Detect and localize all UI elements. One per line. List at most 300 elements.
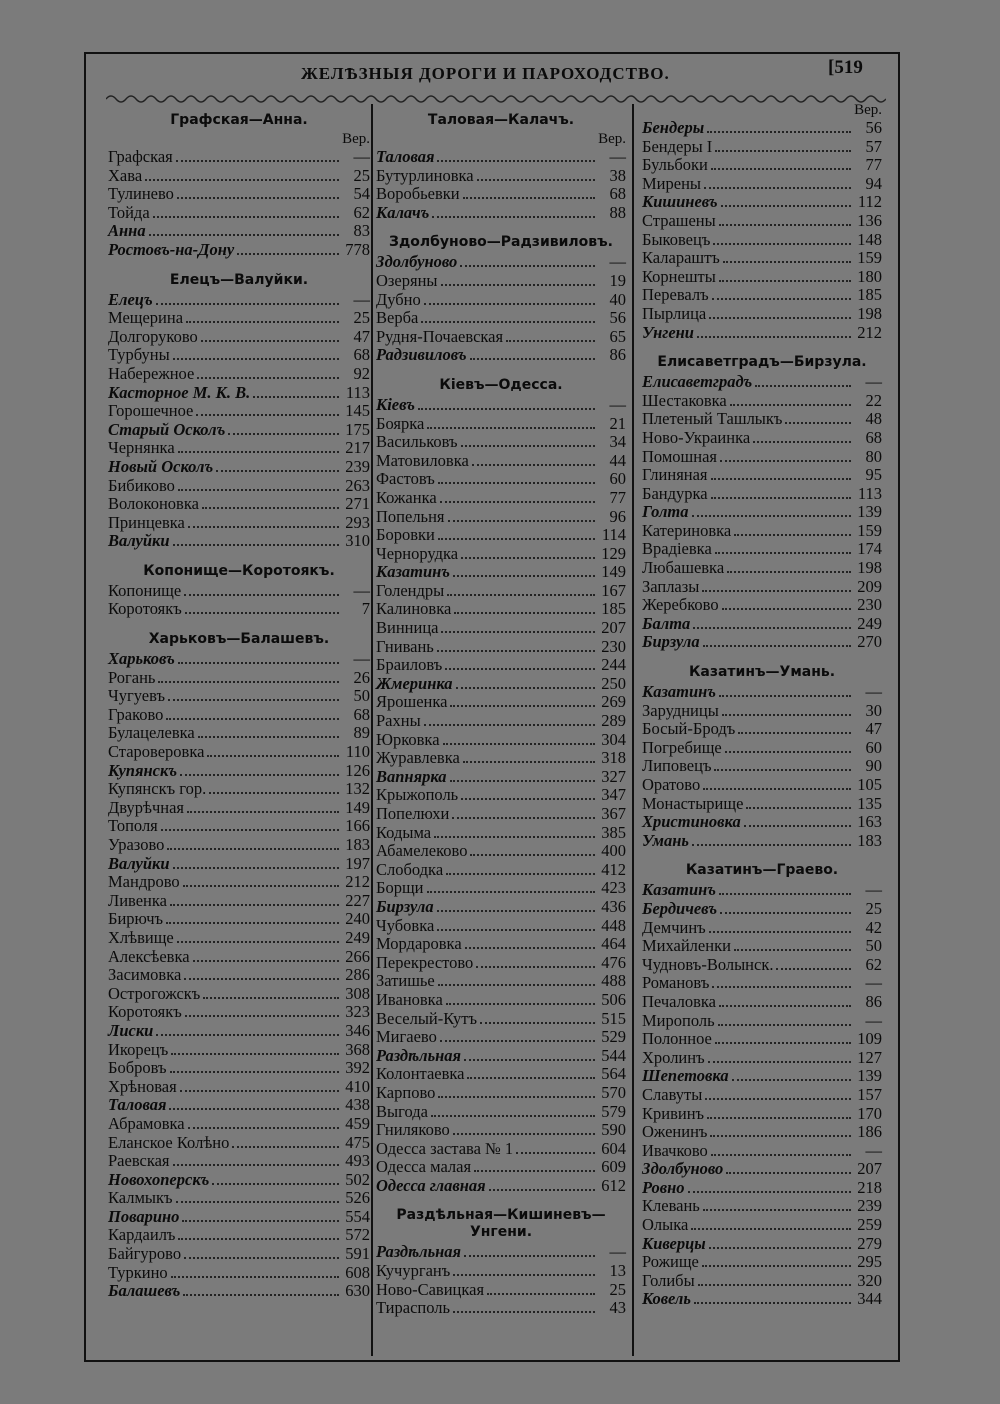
station-row xyxy=(108,1022,370,1041)
distance-versts: 529 xyxy=(601,1027,626,1047)
station-row xyxy=(376,879,626,898)
distance-versts: 198 xyxy=(857,558,882,578)
dot-leader xyxy=(438,1095,595,1098)
distance-versts: 50 xyxy=(353,686,370,706)
station-row xyxy=(642,249,882,268)
station-row xyxy=(642,448,882,467)
station-row xyxy=(642,286,882,305)
station-row xyxy=(642,937,882,956)
distance-versts: 180 xyxy=(857,266,882,286)
distance-versts: 68 xyxy=(353,345,370,365)
station-row xyxy=(376,693,626,712)
route-section xyxy=(642,664,882,850)
station-row xyxy=(376,898,626,917)
distance-versts: — xyxy=(865,1140,882,1160)
dot-leader xyxy=(746,806,851,809)
distance-versts: 148 xyxy=(857,229,882,249)
station-row xyxy=(108,817,370,836)
station-row xyxy=(376,346,626,365)
distance-versts: 26 xyxy=(353,667,370,687)
station-name: Вапнярка xyxy=(376,766,447,786)
station-name: Одесса малая xyxy=(376,1157,472,1177)
station-name: Принцевка xyxy=(108,512,185,532)
dot-leader xyxy=(203,996,339,999)
station-row xyxy=(642,373,882,392)
dot-leader xyxy=(723,260,851,263)
station-name: Выгода xyxy=(376,1101,428,1121)
dot-leader xyxy=(145,178,339,181)
station-row xyxy=(642,392,882,411)
dot-leader xyxy=(453,1310,595,1313)
dot-leader xyxy=(187,810,339,813)
dot-leader xyxy=(489,1188,595,1191)
dot-leader xyxy=(453,1132,595,1135)
station-name: Мигаево xyxy=(376,1027,437,1047)
station-name: Фастовъ xyxy=(376,469,435,489)
route-title: Раздѣльная—Кишиневъ—Унгени. xyxy=(396,1207,606,1241)
dot-leader xyxy=(156,1033,339,1036)
station-name: Врадіевка xyxy=(642,539,712,559)
station-row xyxy=(108,439,370,458)
dot-leader xyxy=(183,1293,339,1296)
route-title: Елисаветградъ—Бирзула. xyxy=(657,354,867,371)
station-row xyxy=(642,1235,882,1254)
dot-leader xyxy=(437,909,595,912)
station-name: Озеряны xyxy=(376,270,438,290)
dot-leader xyxy=(461,444,595,447)
station-row xyxy=(642,212,882,231)
route-section xyxy=(642,862,882,1309)
dot-leader xyxy=(709,930,851,933)
dot-leader xyxy=(453,574,595,577)
distance-versts: 47 xyxy=(865,719,882,739)
station-name: Здолбуново xyxy=(642,1159,724,1179)
dot-leader xyxy=(446,872,595,875)
route-section xyxy=(376,1207,626,1317)
dot-leader xyxy=(209,791,339,794)
station-name: Михайленки xyxy=(642,936,731,956)
dot-leader xyxy=(180,1089,339,1092)
station-name: Шепетовка xyxy=(642,1066,729,1086)
distance-versts: 25 xyxy=(353,308,370,328)
station-name: Бутурлиновка xyxy=(376,165,474,185)
station-name: Пырлица xyxy=(642,303,707,323)
route-section xyxy=(108,272,370,551)
station-row xyxy=(376,1262,626,1281)
dot-leader xyxy=(167,847,339,850)
station-name: Раевская xyxy=(108,1151,170,1171)
dot-leader xyxy=(212,1182,339,1185)
distance-versts: 94 xyxy=(865,173,882,193)
station-row xyxy=(642,720,882,739)
station-name: Катериновка xyxy=(642,520,732,540)
distance-versts: 488 xyxy=(601,971,626,991)
distance-versts: 266 xyxy=(345,946,370,966)
station-name: Хрѣновая xyxy=(108,1076,177,1096)
distance-versts: 385 xyxy=(601,822,626,842)
distance-versts: 86 xyxy=(865,991,882,1011)
distance-versts: 95 xyxy=(865,465,882,485)
station-name: Купянскъ гор. xyxy=(108,779,207,799)
distance-versts: 493 xyxy=(345,1151,370,1171)
distance-versts: 25 xyxy=(865,898,882,918)
dot-leader xyxy=(424,723,595,726)
distance-versts: — xyxy=(353,580,370,600)
station-name: Затишье xyxy=(376,971,435,991)
dot-leader xyxy=(713,242,851,245)
station-row xyxy=(642,615,882,634)
station-row xyxy=(642,683,882,702)
distance-versts: 318 xyxy=(601,748,626,768)
station-row xyxy=(642,193,882,212)
dot-leader xyxy=(452,816,595,819)
distance-versts: 25 xyxy=(353,165,370,185)
dot-leader xyxy=(431,1114,595,1117)
station-name: Набережное xyxy=(108,363,195,383)
station-name: Клевань xyxy=(642,1196,700,1216)
station-name: Попельня xyxy=(376,506,445,526)
station-row xyxy=(376,749,626,768)
dot-leader xyxy=(720,911,851,914)
distance-versts: — xyxy=(609,1242,626,1262)
station-name: Голта xyxy=(642,502,689,522)
station-name: Икорецъ xyxy=(108,1039,169,1059)
distance-versts: 344 xyxy=(857,1289,882,1309)
distance-versts: 139 xyxy=(857,1066,882,1086)
distance-versts: 43 xyxy=(609,1298,626,1318)
station-name: Засимовка xyxy=(108,965,182,985)
distance-versts: 21 xyxy=(609,413,626,433)
dot-leader xyxy=(207,754,339,757)
dot-leader xyxy=(178,1237,339,1240)
station-name: Липовецъ xyxy=(642,756,712,776)
station-row xyxy=(642,1253,882,1272)
station-name: Боровки xyxy=(376,525,435,545)
station-name: Киверцы xyxy=(642,1233,706,1253)
station-row xyxy=(642,429,882,448)
station-row xyxy=(376,675,626,694)
station-row xyxy=(376,1103,626,1122)
distance-versts: 132 xyxy=(345,779,370,799)
distance-versts: 68 xyxy=(609,184,626,204)
distance-versts: — xyxy=(865,372,882,392)
route-title: Кіевъ—Одесса. xyxy=(439,376,563,393)
station-row xyxy=(108,402,370,421)
distance-versts: 227 xyxy=(345,890,370,910)
station-name: Перекрестово xyxy=(376,952,474,972)
dot-leader xyxy=(692,843,851,846)
station-row xyxy=(642,503,882,522)
station-row xyxy=(642,1067,882,1086)
station-row xyxy=(108,1041,370,1060)
station-name: Страшены xyxy=(642,210,716,230)
station-row xyxy=(376,415,626,434)
dot-leader xyxy=(237,252,339,255)
station-name: Славуты xyxy=(642,1084,703,1104)
station-name: Жмеринка xyxy=(376,673,453,693)
station-name: Ярошенка xyxy=(376,692,448,712)
dot-leader xyxy=(464,1058,595,1061)
dot-leader xyxy=(173,866,339,869)
station-name: Унгени xyxy=(642,322,694,342)
distance-versts: 96 xyxy=(609,506,626,526)
dot-leader xyxy=(474,1169,595,1172)
dot-leader xyxy=(184,593,339,596)
dot-leader xyxy=(424,302,595,305)
distance-versts: 526 xyxy=(345,1188,370,1208)
dot-leader xyxy=(694,1301,851,1304)
dot-leader xyxy=(476,965,595,968)
distance-versts: 304 xyxy=(601,729,626,749)
station-row xyxy=(642,813,882,832)
distance-versts: 604 xyxy=(601,1138,626,1158)
station-name: Тополя xyxy=(108,816,158,836)
station-name: Уразово xyxy=(108,835,165,854)
station-name: Радзивиловъ xyxy=(376,345,467,365)
distance-versts: 92 xyxy=(353,363,370,383)
dot-leader xyxy=(161,828,339,831)
station-name: Юрковка xyxy=(376,729,440,749)
dot-leader xyxy=(464,1254,595,1257)
station-row xyxy=(642,138,882,157)
dot-leader xyxy=(461,797,595,800)
station-name: Корнешты xyxy=(642,266,716,286)
versts-header: Вер. xyxy=(342,131,370,147)
route-title: Копонище—Коротоякъ. xyxy=(143,562,335,579)
station-row xyxy=(376,768,626,787)
station-row xyxy=(642,1086,882,1105)
station-name: Ивановка xyxy=(376,989,443,1009)
station-row xyxy=(108,1152,370,1171)
dot-leader xyxy=(453,1273,595,1276)
dot-leader xyxy=(470,357,595,360)
station-name: Ново-Савицкая xyxy=(376,1279,485,1299)
station-row xyxy=(376,991,626,1010)
dot-leader xyxy=(176,1200,339,1203)
dot-leader xyxy=(178,488,339,491)
dot-leader xyxy=(704,186,851,189)
station-row xyxy=(376,272,626,291)
dot-leader xyxy=(734,948,851,951)
dot-leader xyxy=(722,713,851,716)
distance-versts: 612 xyxy=(601,1175,626,1195)
distance-versts: 88 xyxy=(609,202,626,222)
dot-leader xyxy=(438,983,595,986)
station-row xyxy=(108,421,370,440)
route-section xyxy=(642,102,882,342)
station-name: Слободка xyxy=(376,859,444,879)
station-row xyxy=(376,786,626,805)
distance-versts: 464 xyxy=(601,934,626,954)
station-name: Кривинъ xyxy=(642,1103,705,1123)
station-name: Бирзула xyxy=(376,896,434,916)
dot-leader xyxy=(712,297,851,300)
station-name: Бердичевъ xyxy=(642,898,718,918)
station-name: Браиловъ xyxy=(376,655,443,675)
station-row xyxy=(642,540,882,559)
station-row xyxy=(642,993,882,1012)
station-row xyxy=(108,185,370,204)
station-name: Кожанка xyxy=(376,487,437,507)
station-name: Матовиловка xyxy=(376,450,469,470)
distance-versts: 25 xyxy=(609,1279,626,1299)
dot-leader xyxy=(185,1014,339,1017)
route-section xyxy=(108,563,370,619)
station-row xyxy=(108,241,370,260)
station-name: Олыка xyxy=(642,1215,689,1235)
station-name: Колонтаевка xyxy=(376,1064,465,1084)
distance-versts: 230 xyxy=(857,595,882,615)
column-divider xyxy=(632,104,634,1356)
distance-versts: 630 xyxy=(345,1281,370,1301)
station-name: Заплазы xyxy=(642,576,700,596)
dot-leader xyxy=(440,1039,595,1042)
dot-leader xyxy=(171,1275,339,1278)
station-name: Новый Осколъ xyxy=(108,456,214,476)
distance-versts: 286 xyxy=(345,965,370,985)
station-row xyxy=(642,119,882,138)
station-row xyxy=(108,148,370,167)
distance-versts: 476 xyxy=(601,952,626,972)
station-row xyxy=(376,396,626,415)
station-row xyxy=(108,1115,370,1134)
station-row xyxy=(376,731,626,750)
station-row xyxy=(642,305,882,324)
dot-leader xyxy=(450,704,595,707)
station-name: Касторное М. К. В. xyxy=(108,382,251,402)
station-row xyxy=(376,545,626,564)
dot-leader xyxy=(437,649,595,652)
station-row xyxy=(642,578,882,597)
station-name: Валуйки xyxy=(108,531,170,551)
distance-versts: 239 xyxy=(345,456,370,476)
distance-versts: 438 xyxy=(345,1095,370,1115)
station-name: Таловая xyxy=(376,147,435,166)
distance-versts: 114 xyxy=(601,525,626,545)
station-name: Тулинево xyxy=(108,184,174,204)
route-section xyxy=(376,234,626,365)
station-row xyxy=(642,974,882,993)
station-name: Рожище xyxy=(642,1252,699,1272)
dot-leader xyxy=(702,1264,851,1267)
distance-versts: 77 xyxy=(865,155,882,175)
dot-leader xyxy=(178,450,339,453)
station-name: Хава xyxy=(108,165,143,185)
station-row xyxy=(642,900,882,919)
route-title: Здолбуново—Радзивиловъ. xyxy=(389,234,613,251)
distance-versts: 263 xyxy=(345,475,370,495)
dot-leader xyxy=(438,537,595,540)
dot-leader xyxy=(253,395,339,398)
dot-leader xyxy=(755,384,851,387)
distance-versts: 230 xyxy=(601,636,626,656)
distance-versts: 139 xyxy=(857,502,882,522)
dot-leader xyxy=(441,283,595,286)
distance-versts: 197 xyxy=(345,853,370,873)
station-name: Васильковъ xyxy=(376,432,458,452)
distance-versts: 47 xyxy=(353,326,370,346)
dot-leader xyxy=(188,1126,339,1129)
dot-leader xyxy=(702,589,851,592)
station-name: Борщи xyxy=(376,878,424,898)
station-name: Казатинъ xyxy=(376,562,450,582)
distance-versts: 57 xyxy=(865,136,882,156)
distance-versts: 159 xyxy=(857,248,882,268)
station-row xyxy=(376,656,626,675)
distance-versts: 145 xyxy=(345,401,370,421)
dot-leader xyxy=(708,1060,851,1063)
dot-leader xyxy=(721,204,851,207)
dot-leader xyxy=(188,525,339,528)
dot-leader xyxy=(776,967,851,970)
column-3 xyxy=(642,100,882,1355)
dot-leader xyxy=(184,977,339,980)
station-row xyxy=(642,702,882,721)
dot-leader xyxy=(183,884,339,887)
station-name: Коротоякъ xyxy=(108,599,182,619)
dot-leader xyxy=(470,853,595,856)
station-name: Помошная xyxy=(642,446,717,466)
station-row xyxy=(642,1105,882,1124)
dot-leader xyxy=(443,742,595,745)
dot-leader xyxy=(421,320,595,323)
dot-leader xyxy=(487,1292,595,1295)
station-name: Чернорудка xyxy=(376,543,459,563)
distance-versts: 62 xyxy=(353,202,370,222)
distance-versts: 218 xyxy=(857,1177,882,1197)
station-row xyxy=(642,795,882,814)
station-row xyxy=(108,724,370,743)
distance-versts: 22 xyxy=(865,390,882,410)
distance-versts: 412 xyxy=(601,859,626,879)
station-name: Мирены xyxy=(642,173,701,193)
distance-versts: — xyxy=(865,973,882,993)
distance-versts: 60 xyxy=(865,737,882,757)
station-name: Турбуны xyxy=(108,345,170,365)
distance-versts: 609 xyxy=(601,1157,626,1177)
distance-versts: 249 xyxy=(345,927,370,947)
dot-leader xyxy=(725,750,851,753)
dot-leader xyxy=(744,824,851,827)
dot-leader xyxy=(198,735,339,738)
dot-leader xyxy=(722,607,851,610)
distance-versts: — xyxy=(609,394,626,414)
distance-versts: 38 xyxy=(609,165,626,185)
distance-versts: 80 xyxy=(865,446,882,466)
route-title: Таловая—Калачъ. xyxy=(427,112,575,128)
station-name: Карпово xyxy=(376,1082,436,1102)
distance-versts: 77 xyxy=(609,487,626,507)
station-row xyxy=(108,1226,370,1245)
station-row xyxy=(108,600,370,619)
station-row xyxy=(376,1243,626,1262)
station-name: Винница xyxy=(376,618,439,638)
station-name: Казатинъ xyxy=(642,880,716,900)
station-row xyxy=(376,1028,626,1047)
dot-leader xyxy=(153,215,339,218)
station-row xyxy=(642,1197,882,1216)
station-name: Умань xyxy=(642,830,689,850)
station-row xyxy=(376,917,626,936)
station-name: Печаловка xyxy=(642,991,716,1011)
distance-versts: 293 xyxy=(345,512,370,532)
station-row xyxy=(108,948,370,967)
distance-versts: 591 xyxy=(345,1244,370,1264)
station-row xyxy=(108,1282,370,1301)
station-row xyxy=(108,687,370,706)
station-name: Шестаковка xyxy=(642,390,727,410)
station-name: Перевалъ xyxy=(642,285,709,305)
